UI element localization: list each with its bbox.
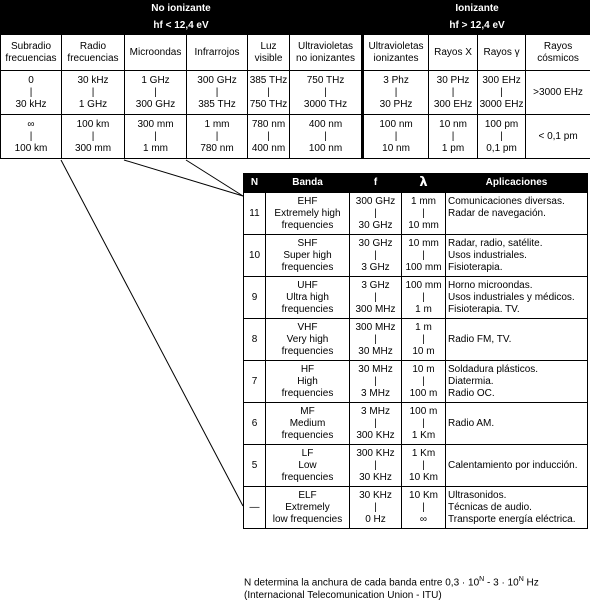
spectrum-wavelength-range-line: 1 mm xyxy=(205,119,230,131)
band-name-line: frequencies xyxy=(282,346,334,358)
band-frequency-line: | xyxy=(374,376,377,388)
spectrum-region-name-line: no ionizantes xyxy=(296,53,355,65)
spectrum-region-name-line: ionizantes xyxy=(374,53,419,65)
applications-header: Aplicaciones xyxy=(446,174,588,193)
band-applications-line: Usos industriales. xyxy=(448,250,527,262)
spectrum-wavelength-range-line: | xyxy=(92,131,95,143)
band-frequency-line: 300 KHz xyxy=(356,448,394,460)
spectrum-region-name-line: Rayos xyxy=(544,41,572,53)
band-frequency-line: 300 GHz xyxy=(356,196,395,208)
spectrum-region-name xyxy=(290,35,363,71)
spectrum-wavelength-range-line: 780 nm xyxy=(200,143,233,155)
spectrum-wavelength-range xyxy=(478,115,526,159)
spectrum-frequency-range-line: 300 EHz xyxy=(434,99,472,111)
spectrum-wavelength-range-line: 1 pm xyxy=(442,143,464,155)
spectrum-wavelength-range-line: 400 nm xyxy=(309,119,342,131)
band-applications-line: Fisioterapia. TV. xyxy=(448,304,520,316)
band-applications-line: Radio FM, TV. xyxy=(448,334,511,346)
spectrum-wavelength-range xyxy=(125,115,187,159)
spectrum-frequency-range-line: 300 GHz xyxy=(197,75,236,87)
spectrum-wavelength-row xyxy=(1,115,590,159)
band-name-line: EHF xyxy=(298,196,318,208)
band-wavelength-line: 1 m xyxy=(415,322,432,334)
non-ionizing-subtitle: hf < 12,4 eV xyxy=(1,18,363,35)
spectrum-region-name xyxy=(248,35,290,71)
spectrum-frequency-range-line: 0 xyxy=(28,75,34,87)
band-applications-line: Fisioterapia. xyxy=(448,262,502,274)
band-wavelength-line: ∞ xyxy=(420,514,427,526)
band-frequency xyxy=(350,487,402,529)
spectrum-wavelength-range-line: ∞ xyxy=(27,119,34,131)
band-wavelength-line: | xyxy=(422,334,425,346)
band-name-line: Low xyxy=(298,460,316,472)
band-number: 6 xyxy=(244,403,266,445)
band-name-line: Super high xyxy=(283,250,331,262)
spectrum-wavelength-range-line: | xyxy=(395,131,398,143)
band-name-line: UHF xyxy=(297,280,318,292)
band-frequency xyxy=(350,403,402,445)
spectrum-wavelength-range-line: < 0,1 pm xyxy=(538,131,577,143)
band-applications xyxy=(446,193,588,235)
band-applications-line: Radar, radio, satélite. xyxy=(448,238,543,250)
band-row xyxy=(244,277,588,319)
band-applications-line: Comunicaciones diversas. xyxy=(448,196,565,208)
spectrum-frequency-range xyxy=(429,71,478,115)
band-name xyxy=(266,403,350,445)
band-name-line: LF xyxy=(302,448,314,460)
band-frequency-line: | xyxy=(374,460,377,472)
band-name-line: Very high xyxy=(287,334,329,346)
spectrum-frequency-range-line: 750 THz xyxy=(307,75,345,87)
band-frequency-line: 3 MHz xyxy=(361,388,390,400)
spectrum-wavelength-range-line: 100 km xyxy=(15,143,48,155)
spectrum-names-row xyxy=(1,35,590,71)
spectrum-region-name-line: Luz xyxy=(260,41,276,53)
band-wavelength xyxy=(402,403,446,445)
spectrum-region-name xyxy=(187,35,248,71)
band-wavelength-line: 1 Km xyxy=(412,430,435,442)
spectrum-frequency-range-line: 1 GHz xyxy=(79,99,107,111)
spectrum-frequency-row xyxy=(1,71,590,115)
band-applications-line: Técnicas de audio. xyxy=(448,502,532,514)
band-frequency-line: 30 GHz xyxy=(359,220,393,232)
non-ionizing-title: No ionizante xyxy=(1,1,363,18)
footnote-text: Hz xyxy=(524,577,539,588)
band-applications-line: Radar de navegación. xyxy=(448,208,546,220)
spectrum-wavelength-range-line: 0,1 pm xyxy=(486,143,517,155)
spectrum-region-name xyxy=(125,35,187,71)
band-name xyxy=(266,487,350,529)
band-name xyxy=(266,319,350,361)
band-number: — xyxy=(244,487,266,529)
band-name-line: ELF xyxy=(298,490,316,502)
spectrum-frequency-range-line: | xyxy=(92,87,95,99)
band-name-line: VHF xyxy=(298,322,318,334)
radio-bands-table xyxy=(243,173,588,529)
band-frequency-line: 3 GHz xyxy=(361,262,389,274)
band-row xyxy=(244,193,588,235)
spectrum-region-name xyxy=(1,35,62,71)
spectrum-wavelength-range xyxy=(429,115,478,159)
spectrum-region-name-line: cósmicos xyxy=(537,53,579,65)
spectrum-frequency-range-line: | xyxy=(452,87,455,99)
spectrum-wavelength-range xyxy=(187,115,248,159)
band-name-line: MF xyxy=(300,406,314,418)
frequency-header: f xyxy=(350,174,402,193)
band-name xyxy=(266,277,350,319)
band-frequency-line: 30 KHz xyxy=(359,490,392,502)
spectrum-region-name-line: Ultravioletas xyxy=(298,41,353,53)
band-name xyxy=(266,445,350,487)
spectrum-wavelength-range-line: 10 nm xyxy=(382,143,410,155)
spectrum-wavelength-range xyxy=(62,115,125,159)
footnote-exponent: N xyxy=(519,576,524,583)
band-wavelength-line: | xyxy=(422,292,425,304)
band-wavelength-line: | xyxy=(422,502,425,514)
band-frequency xyxy=(350,445,402,487)
spectrum-region-name-line: Radio xyxy=(80,41,106,53)
band-number: 9 xyxy=(244,277,266,319)
band-name xyxy=(266,361,350,403)
band-wavelength xyxy=(402,445,446,487)
band-wavelength-line: | xyxy=(422,250,425,262)
band-row xyxy=(244,361,588,403)
spectrum-region-name xyxy=(429,35,478,71)
band-row xyxy=(244,487,588,529)
band-frequency xyxy=(350,193,402,235)
spectrum-frequency-range-line: 300 GHz xyxy=(136,99,175,111)
band-name-line: frequencies xyxy=(282,388,334,400)
footnote-text: - 3 · 10 xyxy=(484,577,518,588)
spectrum-wavelength-range xyxy=(290,115,363,159)
spectrum-wavelength-range-line: | xyxy=(30,131,33,143)
band-number: 8 xyxy=(244,319,266,361)
spectrum-table xyxy=(0,0,590,159)
band-name-line: Extremely high xyxy=(274,208,340,220)
footnote-line-1 xyxy=(244,573,590,589)
band-frequency xyxy=(350,235,402,277)
band-frequency-line: | xyxy=(374,292,377,304)
band-frequency-line: 300 MHz xyxy=(355,322,395,334)
band-frequency-line: | xyxy=(374,250,377,262)
band-frequency-line: 30 MHz xyxy=(358,346,392,358)
spectrum-frequency-range xyxy=(526,71,590,115)
band-applications-line: Usos industriales y médicos. xyxy=(448,292,575,304)
band-name-line: High xyxy=(297,376,318,388)
band-row xyxy=(244,403,588,445)
band-name-line: frequencies xyxy=(282,472,334,484)
spectrum-frequency-range-line: 300 EHz xyxy=(482,75,520,87)
band-applications xyxy=(446,319,588,361)
band-frequency-line: 300 MHz xyxy=(355,304,395,316)
spectrum-frequency-range-line: 750 THz xyxy=(250,99,288,111)
band-applications xyxy=(446,445,588,487)
band-frequency-line: 3 MHz xyxy=(361,406,390,418)
band-name-line: frequencies xyxy=(282,430,334,442)
band-name-line: frequencies xyxy=(282,262,334,274)
ionizing-title: Ionizante xyxy=(363,1,590,18)
band-wavelength xyxy=(402,235,446,277)
band-frequency xyxy=(350,361,402,403)
band-wavelength-line: 10 mm xyxy=(408,220,439,232)
spectrum-frequency-range-line: | xyxy=(324,87,327,99)
spectrum-frequency-range xyxy=(62,71,125,115)
spectrum-frequency-range-line: 385 THz xyxy=(198,99,236,111)
band-wavelength-line: | xyxy=(422,376,425,388)
band-frequency-line: | xyxy=(374,208,377,220)
band-wavelength-line: | xyxy=(422,418,425,430)
band-name-line: HF xyxy=(301,364,314,376)
band-applications xyxy=(446,487,588,529)
spectrum-frequency-range-line: 30 kHz xyxy=(15,99,46,111)
band-wavelength xyxy=(402,361,446,403)
spectrum-frequency-range-line: | xyxy=(216,87,219,99)
footnote xyxy=(244,573,590,602)
spectrum-frequency-range-line: | xyxy=(267,87,270,99)
spectrum-region-name-line: Infrarrojos xyxy=(194,47,239,59)
band-wavelength xyxy=(402,487,446,529)
band-frequency-line: 30 MHz xyxy=(358,364,392,376)
spectrum-region-name xyxy=(62,35,125,71)
spectrum-frequency-range-line: 30 PHz xyxy=(437,75,470,87)
band-frequency-line: 0 Hz xyxy=(365,514,386,526)
spectrum-region-name-line: Rayos X xyxy=(434,47,472,59)
spectrum-region-name-line: frecuencias xyxy=(5,53,56,65)
spectrum-wavelength-range-line: | xyxy=(154,131,157,143)
spectrum-region-name xyxy=(526,35,590,71)
spectrum-frequency-range xyxy=(363,71,429,115)
spectrum-wavelength-range-line: 400 nm xyxy=(252,143,285,155)
band-name-line: Medium xyxy=(290,418,326,430)
spectrum-frequency-range-line: | xyxy=(30,87,33,99)
band-applications xyxy=(446,361,588,403)
spectrum-frequency-range xyxy=(125,71,187,115)
spectrum-wavelength-range-line: | xyxy=(324,131,327,143)
band-number: 10 xyxy=(244,235,266,277)
spectrum-wavelength-range xyxy=(248,115,290,159)
band-row xyxy=(244,445,588,487)
band-frequency-line: | xyxy=(374,418,377,430)
spectrum-frequency-range xyxy=(478,71,526,115)
band-name xyxy=(266,235,350,277)
band-name-line: frequencies xyxy=(282,220,334,232)
band-applications-line: Horno microondas. xyxy=(448,280,532,292)
band-applications xyxy=(446,277,588,319)
spectrum-wavelength-range-line: | xyxy=(216,131,219,143)
band-name-line: SHF xyxy=(298,238,318,250)
spectrum-region-name xyxy=(363,35,429,71)
spectrum-frequency-range-line: 30 kHz xyxy=(77,75,108,87)
spectrum-frequency-range-line: 1 GHz xyxy=(141,75,169,87)
spectrum-region-name-line: Microondas xyxy=(130,47,182,59)
band-wavelength-line: 1 m xyxy=(415,304,432,316)
band-number-header: N xyxy=(244,174,266,193)
band-wavelength-line: 10 Km xyxy=(409,490,438,502)
band-name-header: Banda xyxy=(266,174,350,193)
band-wavelength-line: 100 m xyxy=(410,406,438,418)
spectrum-region-name-line: Ultravioletas xyxy=(369,41,424,53)
band-name-line: low frequencies xyxy=(273,514,342,526)
band-applications-line: Radio OC. xyxy=(448,388,495,400)
band-frequency-line: 300 KHz xyxy=(356,430,394,442)
band-wavelength xyxy=(402,193,446,235)
band-frequency-line: | xyxy=(374,502,377,514)
band-wavelength-line: | xyxy=(422,460,425,472)
spectrum-frequency-range-line: 3000 THz xyxy=(304,99,347,111)
band-row xyxy=(244,319,588,361)
band-wavelength-line: | xyxy=(422,208,425,220)
spectrum-wavelength-range-line: 100 pm xyxy=(485,119,518,131)
band-frequency-line: 3 GHz xyxy=(361,280,389,292)
band-number: 11 xyxy=(244,193,266,235)
spectrum-wavelength-range xyxy=(526,115,590,159)
band-applications-line: Radio AM. xyxy=(448,418,494,430)
spectrum-wavelength-range-line: 10 nm xyxy=(439,119,467,131)
spectrum-frequency-range-line: 3000 EHz xyxy=(480,99,524,111)
band-wavelength-line: 10 mm xyxy=(408,238,439,250)
band-applications-line: Calentamiento por inducción. xyxy=(448,460,578,472)
spectrum-frequency-range-line: 385 THz xyxy=(250,75,288,87)
spectrum-frequency-range-line: | xyxy=(395,87,398,99)
spectrum-frequency-range xyxy=(1,71,62,115)
band-applications xyxy=(446,235,588,277)
spectrum-wavelength-range-line: | xyxy=(267,131,270,143)
band-name-line: frequencies xyxy=(282,304,334,316)
spectrum-region-name-line: Subradio xyxy=(11,41,51,53)
band-wavelength-line: 100 mm xyxy=(405,262,441,274)
wavelength-header: λ xyxy=(402,174,446,193)
footnote-line-2: (Internacional Telecomunication Union - ITU) xyxy=(244,589,590,602)
spectrum-wavelength-range-line: | xyxy=(500,131,503,143)
band-name xyxy=(266,193,350,235)
band-wavelength xyxy=(402,277,446,319)
band-frequency xyxy=(350,277,402,319)
band-frequency-line: 30 GHz xyxy=(359,238,393,250)
spectrum-frequency-range-line: 30 PHz xyxy=(380,99,413,111)
connector-line xyxy=(124,160,243,196)
spectrum-wavelength-range-line: 100 nm xyxy=(379,119,412,131)
band-frequency-line: 30 KHz xyxy=(359,472,392,484)
ionizing-subtitle: hf > 12,4 eV xyxy=(363,18,590,35)
band-wavelength-line: 10 Km xyxy=(409,472,438,484)
band-wavelength xyxy=(402,319,446,361)
spectrum-frequency-range-line: 3 Phz xyxy=(383,75,409,87)
footnote-text: N determina la anchura de cada banda entre 0,3 · 10 xyxy=(244,577,479,588)
spectrum-region-name-line: frecuencias xyxy=(67,53,118,65)
spectrum-region-name-line: Rayos γ xyxy=(483,47,519,59)
spectrum-wavelength-range-line: 780 nm xyxy=(252,119,285,131)
band-wavelength-line: 1 mm xyxy=(411,196,436,208)
band-wavelength-line: 100 mm xyxy=(405,280,441,292)
band-wavelength-line: 10 m xyxy=(412,346,434,358)
spectrum-frequency-range xyxy=(290,71,363,115)
spectrum-frequency-range-line: | xyxy=(500,87,503,99)
band-applications-line: Diatermia. xyxy=(448,376,494,388)
spectrum-wavelength-range xyxy=(1,115,62,159)
spectrum-wavelength-range xyxy=(363,115,429,159)
spectrum-wavelength-range-line: | xyxy=(452,131,455,143)
band-applications-line: Ultrasonidos. xyxy=(448,490,506,502)
band-number: 7 xyxy=(244,361,266,403)
connector-line xyxy=(61,160,243,506)
band-wavelength-line: 10 m xyxy=(412,364,434,376)
band-applications xyxy=(446,403,588,445)
band-applications-line: Soldadura plásticos. xyxy=(448,364,538,376)
spectrum-frequency-range-line: >3000 EHz xyxy=(533,87,583,99)
band-name-line: Ultra high xyxy=(286,292,329,304)
spectrum-frequency-range xyxy=(248,71,290,115)
spectrum-region-name-line: visible xyxy=(255,53,283,65)
spectrum-frequency-range xyxy=(187,71,248,115)
band-frequency-line: | xyxy=(374,334,377,346)
band-wavelength-line: 100 m xyxy=(410,388,438,400)
spectrum-wavelength-range-line: 300 mm xyxy=(137,119,173,131)
band-number: 5 xyxy=(244,445,266,487)
spectrum-frequency-range-line: | xyxy=(154,87,157,99)
band-wavelength-line: 1 Km xyxy=(412,448,435,460)
connector-line xyxy=(186,160,243,196)
footnote-exponent: N xyxy=(479,576,484,583)
band-name-line: Extremely xyxy=(285,502,329,514)
spectrum-wavelength-range-line: 300 mm xyxy=(75,143,111,155)
spectrum-wavelength-range-line: 1 mm xyxy=(143,143,168,155)
spectrum-region-name xyxy=(478,35,526,71)
spectrum-wavelength-range-line: 100 nm xyxy=(309,143,342,155)
band-applications-line: Transporte energía eléctrica. xyxy=(448,514,575,526)
band-row xyxy=(244,235,588,277)
spectrum-wavelength-range-line: 100 km xyxy=(77,119,110,131)
band-frequency xyxy=(350,319,402,361)
